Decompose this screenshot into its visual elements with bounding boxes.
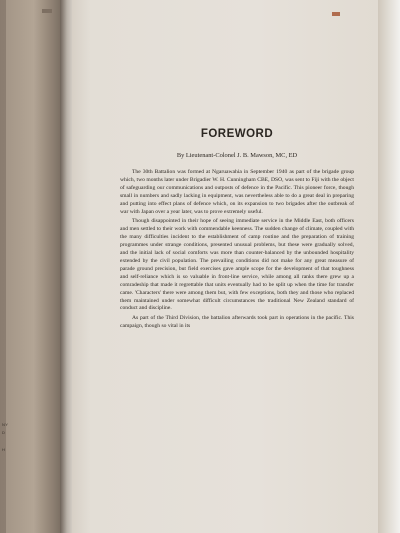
page-title: FOREWORD — [200, 128, 274, 140]
body-paragraph: The 30th Battalion was formed at Ngaruawahia in September 1940 as part of the brigade group which, two months later under Brigadier W. H. Cunningham CBE, DSO, was sent to Fiji with the object of safeguarding our communications and outposts of defence in the Pacific. This pioneer force, though small in numbers and sadly lacking in equipment, was nevertheless able to do a great deal in preparing and putting into effect plans of defence which, on its expansion to two brigades after the outbreak of war with Japan over a year later, was to prove extremely useful. — [120, 169, 354, 215]
margin-text-fragment: NY — [2, 422, 9, 427]
page-tab-marker — [332, 12, 340, 16]
author-line: By Lieutenant-Colonel J. B. Mawson, MC, ED — [176, 152, 298, 159]
foreword-text-block — [120, 128, 354, 333]
facing-page-edge — [0, 0, 66, 533]
page-stack-edge — [378, 0, 400, 533]
page-tab-marker — [42, 9, 52, 13]
body-paragraph: Though disappointed in their hope of seeing immediate service in the Middle East, both officers and men settled to their work with commendable keenness. The sudden change of climate, coupled with the many difficulties incident to the establishment of camp routine and the preparation of training programmes under strange conditions, presented unusual problems, but these were gradually solved, and the initial lack of social comforts was more than counter-balanced by the unbounded hospitality extended by the civil population. The prevailing conditions did not make for any great measure of parade ground precision, but field exercises gave ample scope for the development of that toughness and self-reliance which is so valuable in front-line service, while among all ranks there grew up a comradeship that made it regrettable that units eventually had to be split up when the time for transfer came. 'Characters' there were among them but, with few exceptions, both they and those who replaced them maintained under somewhat difficult circumstances the traditional New Zealand standard of conduct and discipline. — [120, 218, 354, 312]
margin-text-fragment: D — [2, 430, 6, 435]
body-paragraph: As part of the Third Division, the battalion afterwards took part in operations in the pacific. This campaign, though so vital in its — [120, 315, 354, 330]
margin-text-fragment: H — [2, 447, 6, 452]
page-block-edge — [6, 0, 52, 533]
